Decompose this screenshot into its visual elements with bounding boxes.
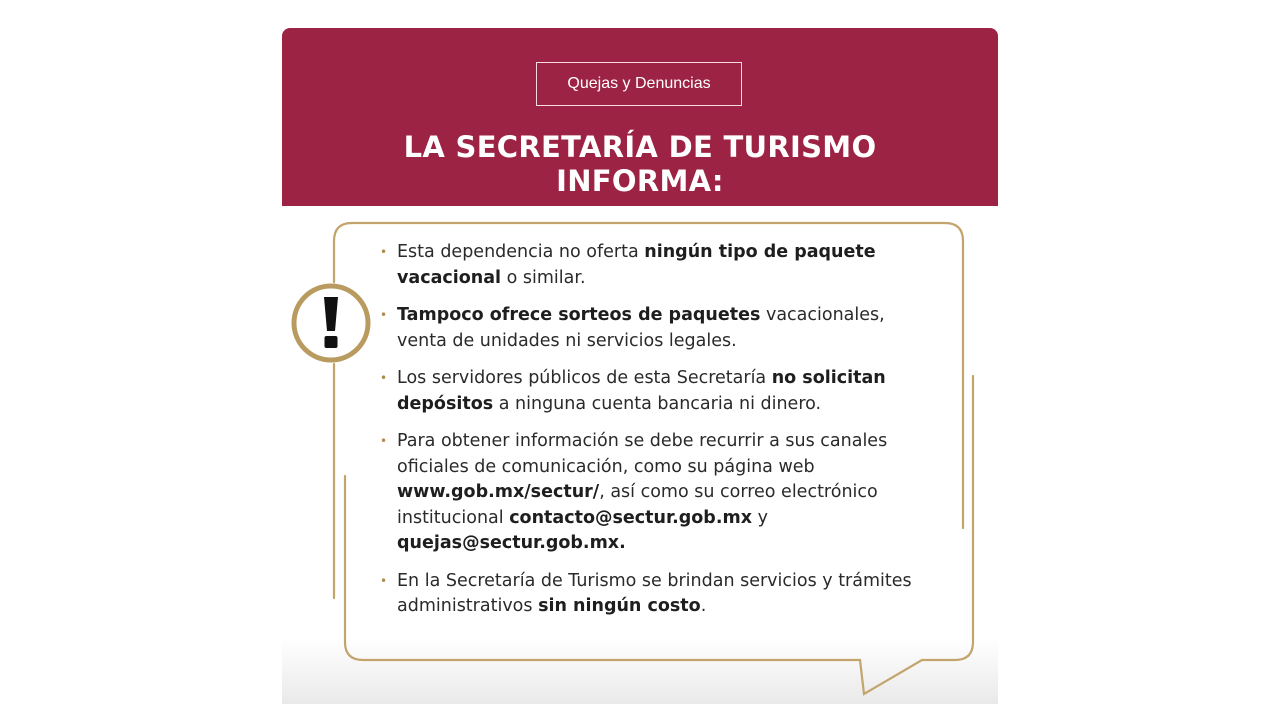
notice-list <box>380 240 940 632</box>
notice-text: , así como su correo electrónico institucional <box>397 482 878 528</box>
notice-emphasis: ningún tipo de paquete vacacional <box>397 242 876 288</box>
notice-text: . <box>700 596 707 616</box>
notice-text: Los servidores públicos de esta Secretaría <box>397 368 772 388</box>
notice-text: Para obtener información se debe recurrir a sus canales oficiales de comunicación, como su página web <box>397 431 888 477</box>
notice-text: En la Secretaría de Turismo se brindan servicios y trámites administrativos <box>397 570 912 616</box>
quejas-denuncias-button[interactable]: Quejas y Denuncias <box>536 62 742 106</box>
notice-item <box>380 303 940 354</box>
title-line-1: LA SECRETARÍA DE TURISMO <box>403 130 877 164</box>
dot-icon: • <box>380 371 388 385</box>
notice-item <box>380 569 940 620</box>
contact-email-link[interactable]: contacto@sectur.gob.mx <box>509 507 752 528</box>
notice-text: vacacionales, venta de unidades ni servicios legales. <box>397 305 885 351</box>
notice-item <box>380 366 940 417</box>
notice-text: o similar. <box>501 267 586 288</box>
notice-emphasis: no solicitan depósitos <box>397 368 886 414</box>
exclamation-circle-icon <box>290 282 372 364</box>
dot-icon: • <box>380 573 388 588</box>
website-link[interactable]: www.gob.mx/sectur/ <box>397 482 600 502</box>
notice-emphasis: sin ningún costo <box>538 596 701 616</box>
notice-text: Esta dependencia no oferta <box>397 242 645 262</box>
dot-icon: • <box>380 245 388 259</box>
title-line-2: INFORMA: <box>556 164 724 198</box>
notice-text: a ninguna cuenta bancaria ni dinero. <box>493 393 822 414</box>
notice-item <box>380 429 940 557</box>
complaints-email-link[interactable]: quejas@sectur.gob.mx. <box>397 533 626 553</box>
notice-text: y <box>752 507 768 528</box>
notice-emphasis: Tampoco ofrece sorteos de paquetes <box>397 305 761 325</box>
dot-icon: • <box>380 434 388 448</box>
dot-icon: • <box>380 308 388 322</box>
notice-item <box>380 240 940 291</box>
